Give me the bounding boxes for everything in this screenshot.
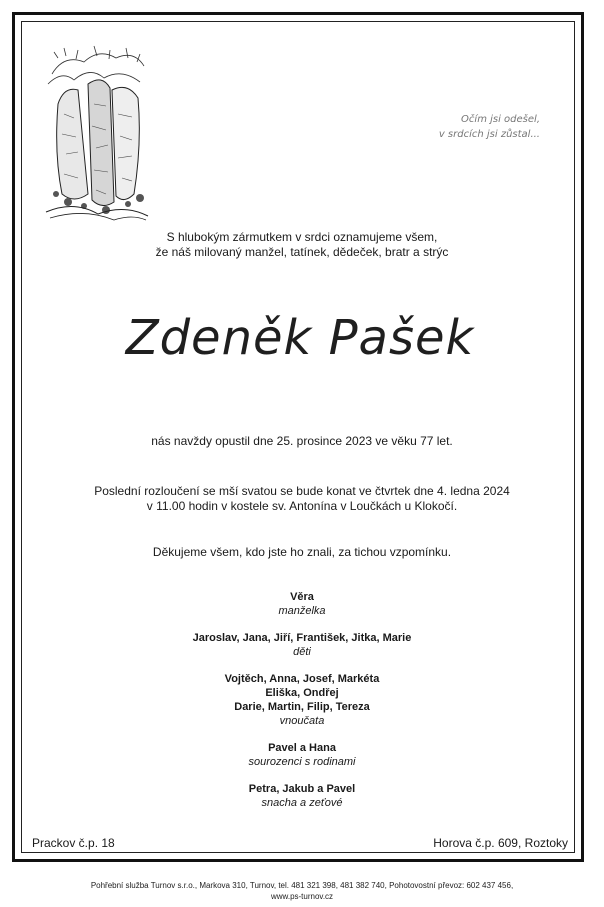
thanks-line: Děkujeme všem, kdo jste ho znali, za tichou vzpomínku. [152,545,452,559]
intro-line-1: S hlubokým zármutkem v srdci oznamujeme všem, [166,230,438,244]
mourner-names: Pavel a Hana [268,742,336,754]
mourner-names: Jaroslav, Jana, Jiří, František, Jitka, Marie [192,632,412,644]
footer-website: www.ps-turnov.cz [270,892,334,901]
mourner-group [0,672,604,728]
motto-quote [380,112,540,142]
mourner-relation: vnoučata [279,715,325,727]
death-notice-line: nás navždy opustil dne 25. prosince 2023 ve věku 77 let. [151,434,453,448]
deceased-name: Zdeněk Pašek [125,310,475,366]
mourner-names: Věra [290,591,314,603]
thanks-text [0,545,604,560]
rock-landscape-illustration [44,44,150,222]
mourner-group [0,782,604,810]
mourner-names: Eliška, Ondřej [265,687,339,699]
mourners-list [0,590,604,823]
mourner-names: Petra, Jakub a Pavel [248,783,356,795]
intro-line-2: že náš milovaný manžel, tatínek, dědeček, bratr a strýc [155,245,449,259]
farewell-info [0,484,604,514]
intro-text [0,230,604,260]
mourner-group [0,741,604,769]
farewell-line-2: v 11.00 hodin v kostele sv. Antonína v Loučkách u Klokočí. [146,499,458,513]
address-left: Prackov č.p. 18 [32,836,115,850]
funeral-service-footer [0,880,604,902]
mourner-names: Darie, Martin, Filip, Tereza [234,701,370,713]
farewell-line-1: Poslední rozloučení se mší svatou se bude konat ve čtvrtek dne 4. ledna 2024 [94,484,510,498]
death-notice [0,434,604,449]
mourner-relation: snacha a zeťové [261,797,343,809]
motto-line-1: Očím jsi odešel, [461,114,540,125]
mourner-relation: děti [293,646,311,658]
mourner-group [0,590,604,618]
mourner-relation: manželka [278,605,326,617]
address-right: Horova č.p. 609, Roztoky [433,836,568,850]
mourner-relation: sourozenci s rodinami [248,756,356,768]
mourner-group [0,631,604,659]
mourner-names: Vojtěch, Anna, Josef, Markéta [224,673,380,685]
footer-contact-line: Pohřební služba Turnov s.r.o., Markova 310, Turnov, tel. 481 321 398, 481 382 740, Pohotovostní převoz: 602 437 456, [90,881,514,890]
motto-line-2: v srdcích jsi zůstal... [438,129,540,140]
